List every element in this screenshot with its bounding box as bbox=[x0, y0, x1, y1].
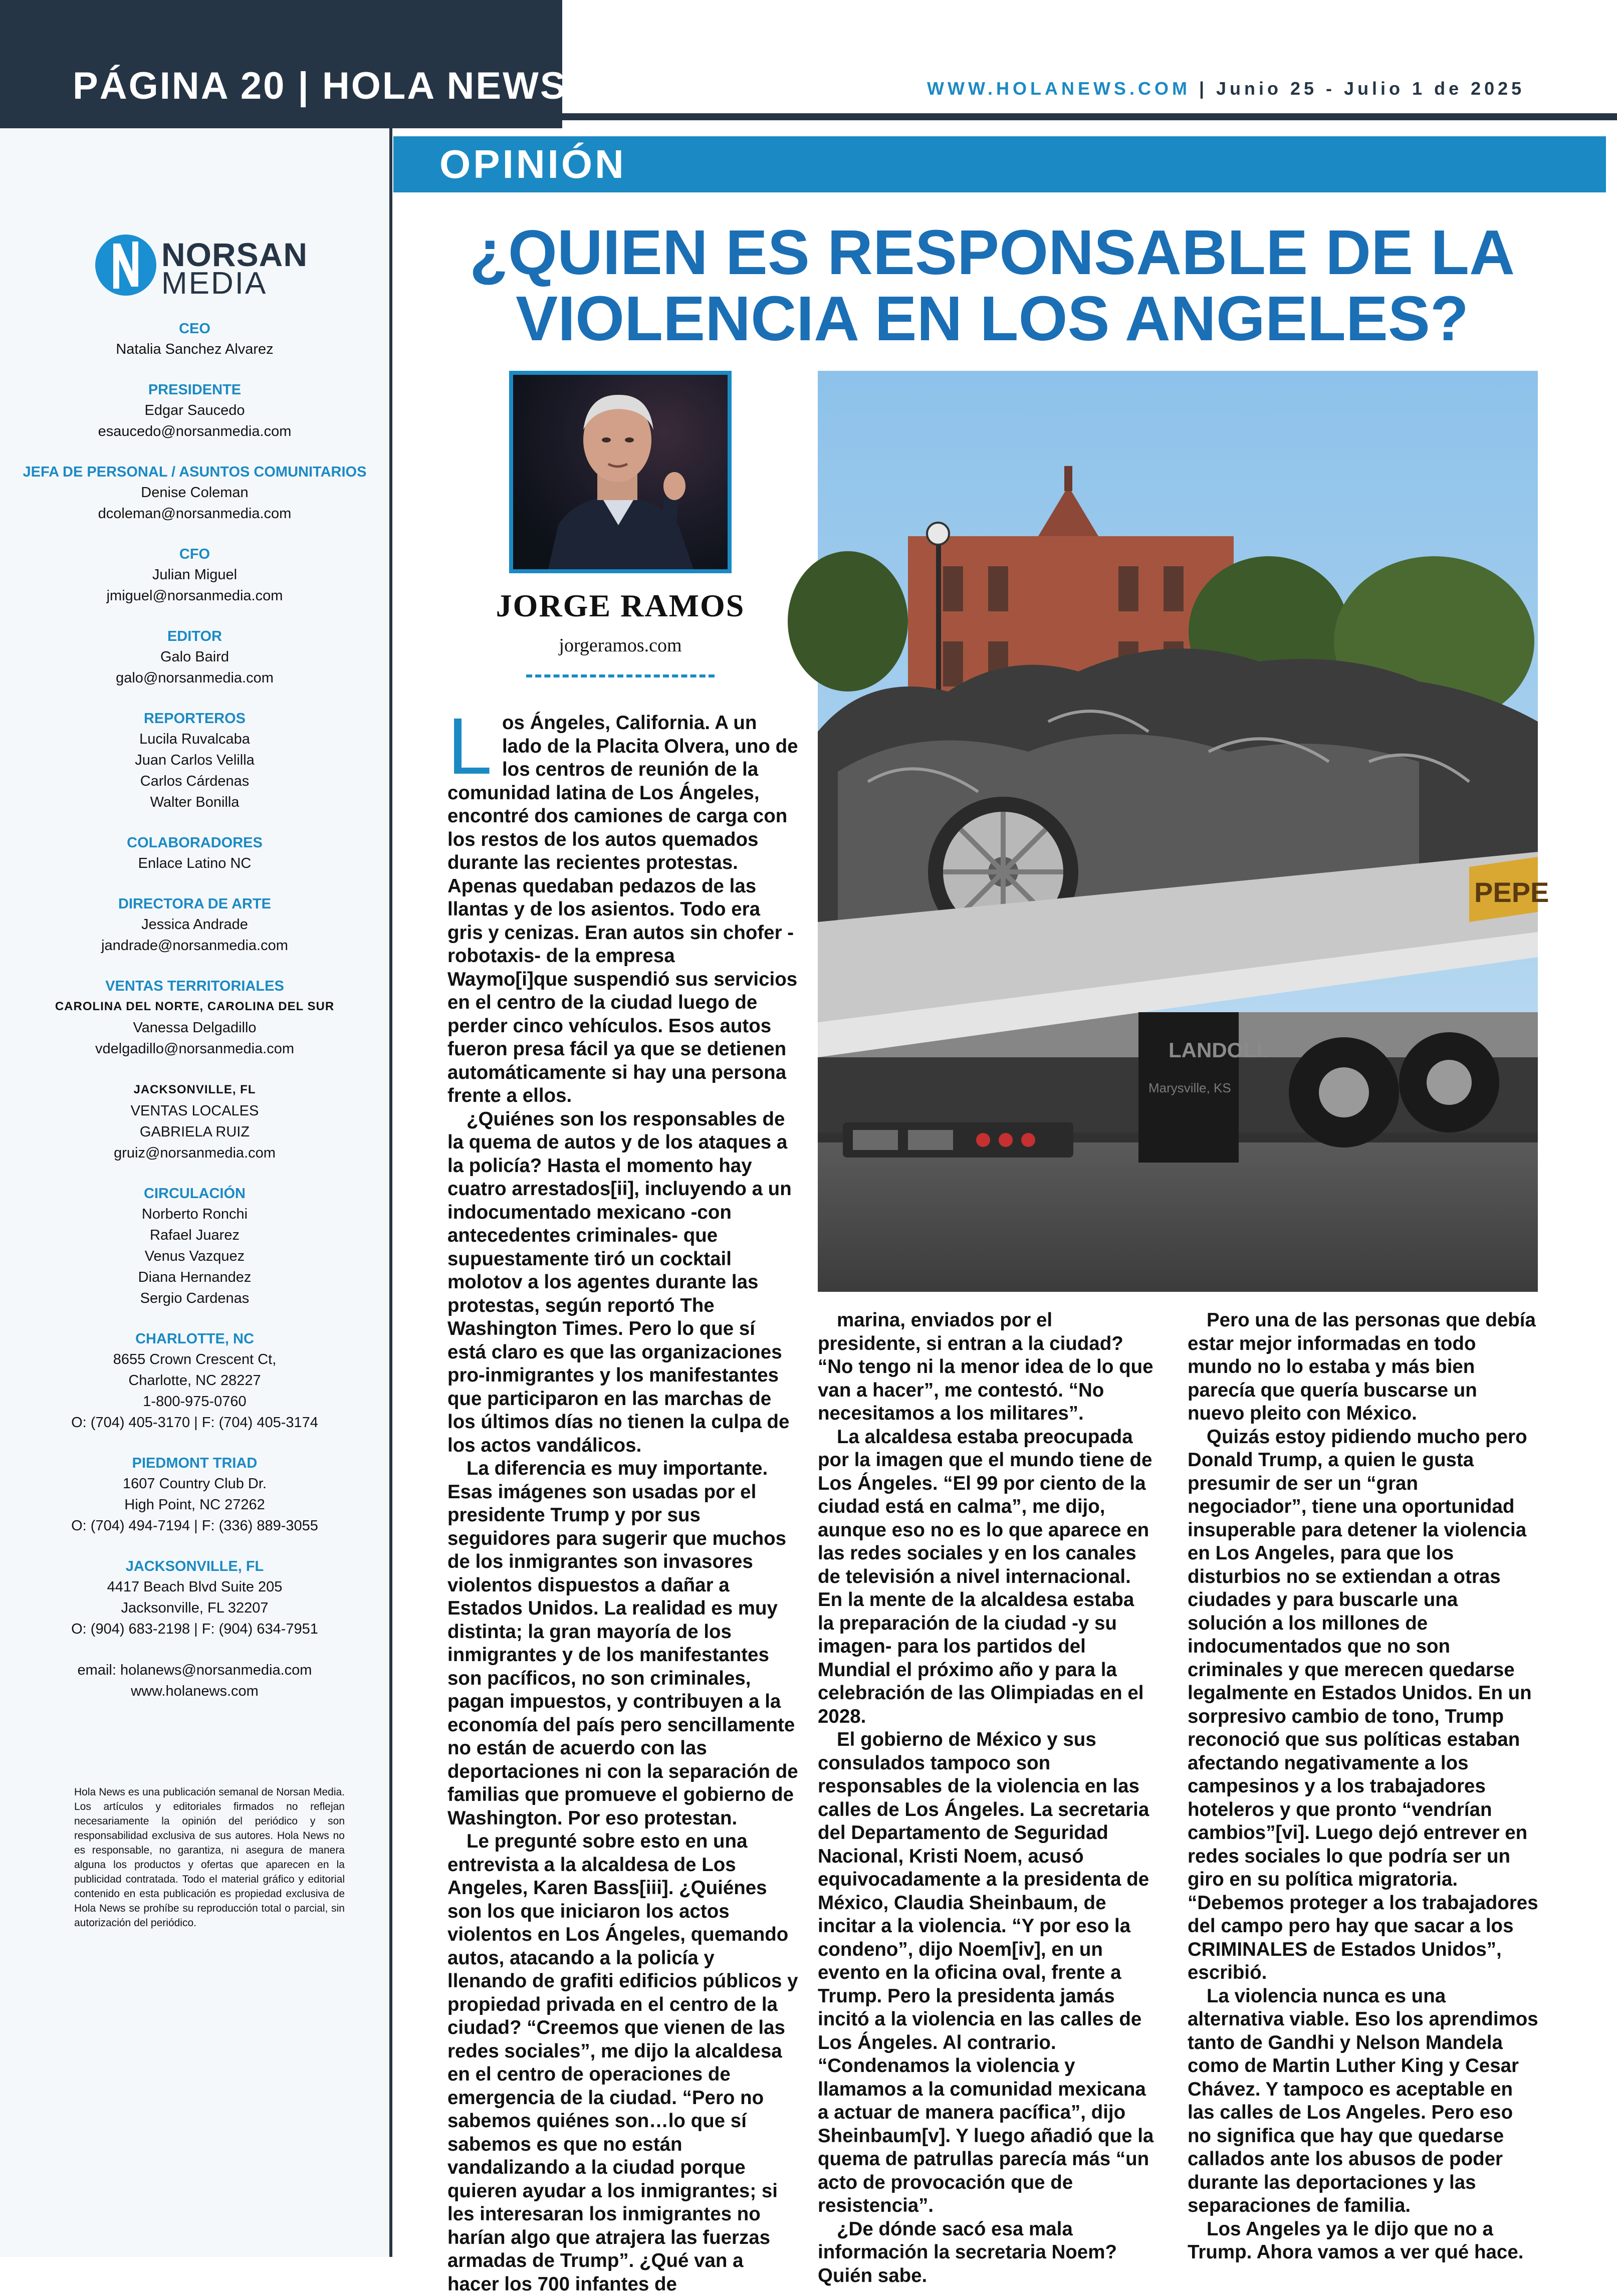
staff-section bbox=[0, 833, 389, 874]
staff-line: O: (704) 405-3170 | F: (704) 405-3174 bbox=[71, 1415, 318, 1431]
author-name: JORGE RAMOS bbox=[496, 588, 745, 623]
staff-line: O: (904) 683-2198 | F: (904) 634-7951 bbox=[71, 1621, 318, 1637]
article-paragraph: Quizás estoy pidiendo mucho pero Donald Trump, a quien le gusta presumir de ser un “gran negociador”, tiene una oportunidad insuperable para detener la violencia en Los Angeles, para que los disturbios no se extiendan a otras ciudades y para buscarle una solución a los millones de indocumentados que no son criminales y que merecen quedarse legalmente en Estados Unidos. En un sorpresivo cambio de tono, Trump reconoció que sus políticas estaban afectando negativamente a los campesinos y a los trabajadores hoteleros y que pronto “vendrían cambios”[vi]. Luego dejó entrever en redes sociales lo que podría ser un giro en su política migratoria. “Debemos proteger a los trabajadores del campo pero hay que sacar a los CRIMINALES de Estados Unidos”, escribió. bbox=[1188, 1426, 1538, 1983]
staff-email[interactable]: vdelgadillo@norsanmedia.com bbox=[95, 1041, 294, 1057]
staff-territory: CAROLINA DEL NORTE, CAROLINA DEL SUR bbox=[55, 1000, 335, 1013]
staff-section bbox=[0, 544, 389, 606]
staff-role: DIRECTORA DE ARTE bbox=[118, 896, 272, 912]
staff-section bbox=[0, 1453, 389, 1536]
norsan-media-logo bbox=[95, 235, 326, 300]
staff-line: Julian Miguel bbox=[152, 567, 238, 583]
staff-section bbox=[0, 462, 389, 524]
staff-line: Rafael Juarez bbox=[150, 1227, 240, 1243]
staff-role: CFO bbox=[179, 546, 210, 562]
staff-role: COLABORADORES bbox=[127, 835, 263, 851]
article-column-3 bbox=[1188, 1309, 1538, 2264]
staff-role: VENTAS TERRITORIALES bbox=[105, 978, 284, 994]
staff-section bbox=[0, 319, 389, 360]
staff-section bbox=[0, 1660, 389, 1702]
staff-line: High Point, NC 27262 bbox=[124, 1497, 265, 1513]
author-portrait bbox=[509, 371, 732, 573]
article-paragraph: La alcaldesa estaba preocupada por la imagen que el mundo tiene de Los Ángeles. “El 99 por ciento de la ciudad está en calma”, me dijo, aunque eso no es lo que aparece en las redes sociales y en los canales de televisión a nivel internacional. En la mente de la alcaldesa estaba la preparación de la ciudad -y su imagen- para los partidos del Mundial el próximo año y para la celebración de las Olimpiadas en el 2028. bbox=[818, 1426, 1152, 1727]
staff-line: Galo Baird bbox=[160, 649, 229, 665]
staff-line: Vanessa Delgadillo bbox=[133, 1020, 257, 1036]
staff-section bbox=[0, 1329, 389, 1433]
website-link[interactable]: WWW.HOLANEWS.COM bbox=[927, 78, 1191, 99]
article-column-1 bbox=[447, 701, 798, 2296]
staff-section bbox=[0, 894, 389, 956]
staff-line: Diana Hernandez bbox=[138, 1269, 252, 1285]
staff-territory: JACKSONVILLE, FL bbox=[133, 1083, 256, 1096]
staff-line: 1607 Country Club Dr. bbox=[123, 1476, 267, 1492]
staff-email[interactable]: email: holanews@norsanmedia.com bbox=[77, 1662, 312, 1678]
staff-role: CIRCULACIÓN bbox=[144, 1186, 246, 1202]
drop-cap: L bbox=[447, 701, 492, 791]
logo-n-icon bbox=[110, 241, 141, 290]
staff-line: Charlotte, NC 28227 bbox=[128, 1372, 261, 1389]
page-label: PÁGINA 20 | HOLA NEWS bbox=[73, 65, 567, 107]
staff-section bbox=[0, 1556, 389, 1640]
article-paragraph: ¿Quiénes son los responsables de la quema de autos y de los ataques a la policía? Hasta el momento hay cuatro arrestados[ii], incluyendo a un indocumentado mexicano -con antecedentes criminales- que supuestamente tiró un cocktail molotov a los agentes durante las protestas, según reportó The Washington Times. Pero lo que sí está claro es que las organizaciones pro-inmigrantes y los manifestantes que participaron en las marchas de los últimos días no tienen la culpa de los actos vandálicos. bbox=[447, 1108, 792, 1456]
staff-line: Edgar Saucedo bbox=[144, 402, 245, 418]
article-paragraph: El gobierno de México y sus consulados tampoco son responsables de la violencia en las calles de Los Ángeles. La secretaria del Departamento de Seguridad Nacional, Kristi Noem, acusó equivocadamente a la presidenta de México, Claudia Sheinbaum, de incitar a la violencia. “Y por eso la condeno”, dijo Noem[iv], en un evento en la oficina oval, frente a Trump. Pero la presidenta jamás incitó a la violencia en las calles de Los Ángeles. Al contrario. “Condenamos la violencia y llamamos a la comunidad mexicana a actuar de manera pacífica”, dijo Sheinbaum[v]. Y luego añadió que la quema de patrullas parecía más “un acto de provocación que de resistencia”. bbox=[818, 1729, 1154, 2216]
staff-line: O: (704) 494-7194 | F: (336) 889-3055 bbox=[71, 1518, 318, 1534]
staff-section bbox=[0, 1184, 389, 1309]
header-rule bbox=[562, 113, 1617, 120]
staff-section bbox=[0, 709, 389, 813]
staff-directory bbox=[0, 319, 389, 1722]
staff-section bbox=[0, 976, 389, 1059]
staff-role: PIEDMONT TRIAD bbox=[132, 1455, 258, 1471]
staff-line: 8655 Crown Crescent Ct, bbox=[113, 1351, 277, 1367]
article-paragraph: La diferencia es muy importante. Esas imágenes son usadas por el presidente Trump y por sus seguidores para sugerir que muchos de los inmigrantes son invasores violentos dispuestos a dañar a Estados Unidos. La realidad es muy distinta; la gran mayoría de los inmigrantes y de los manifestantes son pacíficos, no son criminales, pagan impuestos, y contribuyen a la economía del país pero sencillamente no están de acuerdo con las deportaciones ni con la separación de familias que promueve el gobierno de Washington. Por eso protestan. bbox=[447, 1458, 798, 1829]
staff-email[interactable]: jandrade@norsanmedia.com bbox=[101, 938, 288, 954]
staff-line: Sergio Cardenas bbox=[140, 1290, 250, 1306]
staff-email[interactable]: gruiz@norsanmedia.com bbox=[114, 1145, 276, 1161]
staff-role: CHARLOTTE, NC bbox=[135, 1331, 254, 1347]
staff-role: JEFA DE PERSONAL / ASUNTOS COMUNITARIOS bbox=[23, 464, 367, 480]
section-label: OPINIÓN bbox=[439, 142, 626, 186]
article-paragraph bbox=[447, 701, 798, 1108]
staff-section bbox=[0, 626, 389, 688]
staff-email[interactable]: galo@norsanmedia.com bbox=[116, 670, 274, 686]
staff-line[interactable]: www.holanews.com bbox=[131, 1683, 259, 1699]
staff-line: Lucila Ruvalcaba bbox=[139, 731, 250, 747]
staff-line: Norberto Ronchi bbox=[141, 1206, 248, 1222]
logo-text-norsan: NORSAN bbox=[161, 236, 308, 273]
staff-line: VENTAS LOCALES bbox=[130, 1103, 259, 1119]
staff-role: EDITOR bbox=[167, 628, 222, 644]
staff-line: Denise Coleman bbox=[141, 485, 249, 501]
article-paragraph-text: os Ángeles, California. A un lado de la Placita Olvera, uno de los centros de reunión de la comunidad latina de Los Ángeles, encontré dos camiones de carga con los restos de los autos quemados durante las recientes protestas. Apenas quedaban pedazos de las llantas y de los asientos. Todo era gris y cenizas. Eran autos sin chofer -robotaxis- de la empresa Waymo[i]que suspendió sus servicios en el centro de la ciudad luego de perder cinco vehículos. Esos autos fueron presa fácil ya que se detienen automáticamente si hay una persona frente a ellos. bbox=[447, 712, 798, 1106]
truck-brand-text: PEPE bbox=[1474, 876, 1549, 908]
staff-role: JACKSONVILLE, FL bbox=[125, 1558, 264, 1574]
trailer-city-text: Marysville, KS bbox=[1148, 1080, 1231, 1095]
staff-line: Venus Vazquez bbox=[144, 1248, 245, 1264]
author-portrait-image bbox=[513, 375, 728, 569]
photo-illustration bbox=[818, 371, 1549, 1292]
article-headline: ¿QUIEN ES RESPONSABLE DE LA VIOLENCIA EN LOS ANGELES? bbox=[469, 217, 1515, 354]
staff-line: Enlace Latino NC bbox=[138, 855, 252, 871]
disclaimer: Hola News es una publicación semanal de Norsan Media. Los artículos y editoriales firmados no reflejan necesariamente la opinión del periódico y son responsabilidad exclusiva de sus autores. Hola News no es responsable, no garantiza, ni asegura de manera alguna los productos y ofertas que aparecen en la publicidad contratada. Todo el material gráfico y editorial contenido en esta publicación es propiedad exclusiva de Hola News se prohíbe su reproducción total o parcial, sin autorización del periódico. bbox=[74, 1786, 345, 1929]
staff-line: GABRIELA RUIZ bbox=[139, 1124, 250, 1140]
article-paragraph: marina, enviados por el presidente, si entran a la ciudad? “No tengo ni la menor idea de lo que van a hacer”, me contestó. “No necesitamos a los militares”. bbox=[818, 1309, 1153, 1424]
staff-section bbox=[0, 380, 389, 442]
staff-role: PRESIDENTE bbox=[148, 382, 242, 398]
staff-line: 4417 Beach Blvd Suite 205 bbox=[107, 1579, 283, 1595]
article-column-2 bbox=[818, 1309, 1154, 2287]
section-banner bbox=[393, 136, 1606, 192]
article-paragraph: Los Angeles ya le dijo que no a Trump. Ahora vamos a ver qué hace. bbox=[1188, 2218, 1524, 2263]
burned-cars-truck-photo bbox=[818, 371, 1549, 1292]
staff-role: CEO bbox=[179, 321, 210, 337]
staff-section bbox=[0, 1079, 389, 1164]
issue-date: | Junio 25 - Julio 1 de 2025 bbox=[1190, 78, 1525, 99]
author-divider bbox=[526, 674, 715, 677]
header-meta bbox=[927, 78, 1525, 99]
author-website[interactable]: jorgeramos.com bbox=[559, 635, 682, 656]
staff-email[interactable]: jmiguel@norsanmedia.com bbox=[106, 588, 283, 604]
trailer-brand-text: LANDOLL bbox=[1169, 1038, 1269, 1062]
article-paragraph: ¿De dónde sacó esa mala información la secretaria Noem? Quién sabe. bbox=[818, 2218, 1117, 2286]
staff-line: 1-800-975-0760 bbox=[143, 1394, 247, 1410]
staff-line: Jessica Andrade bbox=[141, 916, 248, 933]
staff-email[interactable]: esaucedo@norsanmedia.com bbox=[98, 423, 292, 439]
staff-line: Juan Carlos Velilla bbox=[135, 752, 255, 768]
staff-line: Jacksonville, FL 32207 bbox=[121, 1600, 269, 1616]
article-paragraph: La violencia nunca es una alternativa viable. Eso los aprendimos tanto de Gandhi y Nelson Mandela como de Martin Luther King y Cesar Chávez. Y tampoco es aceptable en las calles de Los Angeles. Pero eso no significa que hay que quedarse callados ante los abusos de poder durante las deportaciones y las separaciones de familia. bbox=[1188, 1985, 1538, 2216]
staff-line: Walter Bonilla bbox=[150, 794, 240, 810]
logo-circle-icon bbox=[95, 235, 156, 296]
logo-text-media: MEDIA bbox=[161, 266, 268, 301]
staff-email[interactable]: dcoleman@norsanmedia.com bbox=[98, 506, 292, 522]
article-paragraph: Pero una de las personas que debía estar mejor informadas en todo mundo no lo estaba y más bien parecía que quería buscarse un nuevo pleito con México. bbox=[1188, 1309, 1536, 1424]
staff-line: Carlos Cárdenas bbox=[140, 773, 250, 789]
article-paragraph: Le pregunté sobre esto en una entrevista a la alcaldesa de Los Angeles, Karen Bass[iii]. ¿Quiénes son los que iniciaron los actos violentos en Los Ángeles, quemando autos, atacando a la policía y llenando de grafiti edificios públicos y propiedad privada en el centro de la ciudad? “Creemos que vienen de las redes sociales”, me dijo la alcaldesa en el centro de operaciones de emergencia de la ciudad. “Pero no sabemos quiénes son…lo que sí sabemos es que no están vandalizando a la ciudad porque quieren ayudar a los inmigrantes; si les interesaran los inmigrantes no harían algo que atrajera las fuerzas armadas de Trump”. ¿Qué van a hacer los 700 infantes de bbox=[447, 1830, 798, 2295]
staff-role: REPORTEROS bbox=[143, 711, 246, 727]
staff-line: Natalia Sanchez Alvarez bbox=[116, 341, 274, 357]
